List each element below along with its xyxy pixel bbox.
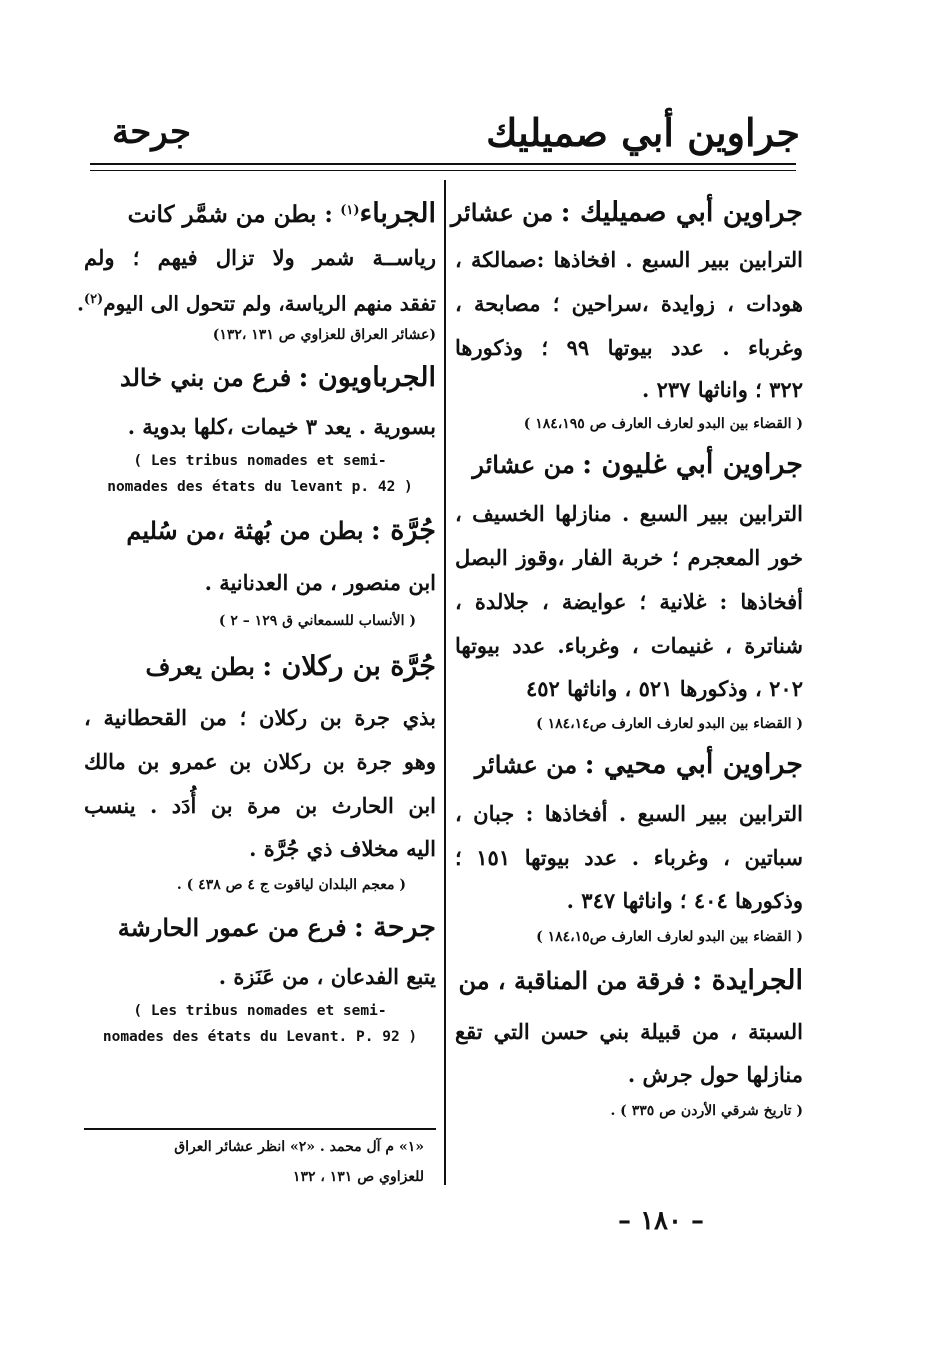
entry-al-jaraida bbox=[455, 952, 803, 1126]
entry-heading: جرحة : bbox=[353, 912, 436, 943]
entry-text: ٢٠٢ ، وذكورها ٥٢١ ، واناثها ٤٥٢ bbox=[525, 676, 803, 701]
entry-jarawin-abi-sumailik bbox=[450, 188, 803, 438]
header-rule-thin bbox=[90, 170, 796, 171]
entry-jarha bbox=[84, 900, 436, 1050]
entry-al-jarba: الجرباء$^{(١)}$ : بطن من شمَّر كانت رياســة شمر ولا تزال فيهم ؛ ولم تفقد منهم الرياسة، ولم تتحول الى اليوم$^{(٢)}$. (عشائر العراق للعزاوي ص ١٣١ ،١٣٢) bbox=[84, 186, 436, 350]
entry-text: رياســة شمر ولا تزال فيهم ؛ ولم bbox=[84, 245, 436, 270]
running-header-left: جرحة bbox=[112, 112, 192, 152]
page-number: – ١٨٠ – bbox=[618, 1206, 705, 1236]
french-citation: nomades des états du levant p. 42 ) bbox=[107, 479, 413, 495]
entry-heading: جراوين أبي غليون : bbox=[582, 449, 803, 480]
header-rule bbox=[90, 163, 796, 165]
entry-text: ابن منصور ، من العدنانية . bbox=[204, 570, 436, 595]
footnote-marker: (٢) bbox=[83, 292, 104, 307]
source-citation: (عشائر العراق للعزاوي ص ١٣١ ،١٣٢) bbox=[212, 327, 436, 343]
entry-text: فرقة من المناقبة ، من bbox=[458, 966, 685, 995]
entry-jarawin-abi-ghaliun bbox=[455, 438, 803, 738]
source-citation: ( الأنساب للسمعاني ق ١٢٩ – ٢ ) bbox=[218, 613, 416, 629]
entry-text: خور المعجرم ؛ خربة الفار ،وقوز البصل bbox=[455, 545, 803, 570]
entry-heading: الجرباء bbox=[359, 198, 436, 229]
entry-text: بطن من بُهثة ،من سُليم bbox=[126, 516, 364, 545]
entry-jarawin-abi-muhyi bbox=[455, 738, 803, 952]
footnote-marker: (١) bbox=[340, 203, 360, 218]
entry-text: اليه مخلاف ذي جُرَّة . bbox=[249, 836, 436, 861]
entry-text: : بطن من شمَّر كانت bbox=[127, 201, 333, 228]
entry-text: الترابين ببير السبع . افخاذها :صمالكة ، bbox=[455, 247, 803, 272]
entry-heading: الجرباويون : bbox=[298, 362, 436, 393]
column-divider bbox=[444, 180, 446, 1185]
footnote-rule bbox=[84, 1128, 436, 1130]
right-column bbox=[450, 178, 803, 1126]
entry-heading: الجرايدة : bbox=[692, 965, 803, 996]
french-citation: nomades des états du Levant. P. 92 ) bbox=[102, 1029, 418, 1045]
entry-text: فرع من بني خالد bbox=[119, 363, 292, 392]
running-header-right: جراوين أبي صميليك bbox=[486, 110, 800, 155]
left-column bbox=[76, 178, 436, 1050]
footnote-line: «١» م آل محمد . «٢» انظر عشائر العراق bbox=[174, 1139, 424, 1155]
source-citation: ( القضاء بين البدو لعارف العارف ص١٨٤،١٥ ) bbox=[536, 929, 803, 945]
entry-heading: جُرَّة : bbox=[370, 515, 436, 546]
entry-text: وهو جرة بن ركلان بن عمرو بن مالك bbox=[84, 749, 436, 774]
entry-text: أفخاذها : غلانية ؛ عوايضة ، جلالدة ، bbox=[455, 589, 803, 614]
entry-text: من عشائر bbox=[450, 198, 554, 227]
french-citation: ( Les tribus nomades et semi- bbox=[133, 1003, 387, 1019]
entry-text: بذي جرة بن ركلان ؛ من القحطانية ، bbox=[84, 705, 436, 730]
source-citation: ( القضاء بين البدو لعارف العارف ص ١٨٤،١٩٥ ) bbox=[523, 416, 803, 432]
entry-jurra-ibn-rakalan bbox=[84, 638, 436, 900]
entry-text: بطن يعرف bbox=[145, 652, 255, 681]
entry-text: بسورية . يعد ٣ خيمات ،كلها بدوية . bbox=[127, 414, 436, 439]
entry-heading: جُرَّة بن ركلان : bbox=[262, 651, 436, 682]
footnote-line: للعزاوي ص ١٣١ ، ١٣٢ bbox=[292, 1169, 424, 1185]
entry-text: الترابين ببير السبع . أفخاذها : جبان ، bbox=[455, 801, 803, 826]
source-citation: ( معجم البلدان لياقوت ج ٤ ص ٤٣٨ ) . bbox=[176, 877, 406, 893]
entry-text: وغرباء . عدد بيوتها ٩٩ ؛ وذكورها bbox=[455, 335, 803, 360]
footnotes bbox=[84, 1132, 424, 1192]
entry-text: ٣٢٢ ؛ واناثها ٢٣٧ . bbox=[641, 377, 803, 402]
entry-text: تفقد منهم الرياسة، ولم تتحول الى اليوم bbox=[103, 291, 436, 316]
entry-text: منازلها حول جرش . bbox=[627, 1062, 803, 1087]
entry-heading: جراوين أبي محيي : bbox=[584, 749, 803, 780]
entry-text: وذكورها ٤٠٤ ؛ واناثها ٣٤٧ . bbox=[566, 888, 803, 913]
entry-text: يتبع الفدعان ، من عَنَزة . bbox=[218, 964, 436, 989]
entry-text: شناترة ، غنيمات ، وغرباء. عدد بيوتها bbox=[455, 633, 803, 658]
source-citation: ( تاريخ شرقي الأردن ص ٣٣٥ ) . bbox=[610, 1103, 803, 1119]
french-citation: ( Les tribus nomades et semi- bbox=[133, 453, 387, 469]
entry-text: سباتين ، وغرباء . عدد بيوتها ١٥١ ؛ bbox=[455, 845, 803, 870]
source-citation: ( القضاء بين البدو لعارف العارف ص١٨٤،١٤ ) bbox=[536, 716, 803, 732]
entry-text: ابن الحارث بن مرة بن أُدَد . ينسب bbox=[84, 793, 436, 818]
entry-text: السبتة ، من قبيلة بني حسن التي تقع bbox=[455, 1019, 803, 1044]
entry-text: من عشائر bbox=[474, 750, 578, 779]
entry-text: فرع من عمور الحارشة bbox=[117, 913, 347, 942]
entry-al-jarbawiyun bbox=[84, 350, 436, 500]
entry-text: هودات ، زوايدة ،سراحين ؛ مصابحة ، bbox=[455, 291, 803, 316]
entry-jurra bbox=[84, 500, 436, 638]
entry-text: من عشائر bbox=[472, 450, 575, 479]
entry-heading: جراوين أبي صميليك : bbox=[560, 197, 803, 228]
entry-text: الترابين ببير السبع . منازلها الخسيف ، bbox=[455, 501, 803, 526]
